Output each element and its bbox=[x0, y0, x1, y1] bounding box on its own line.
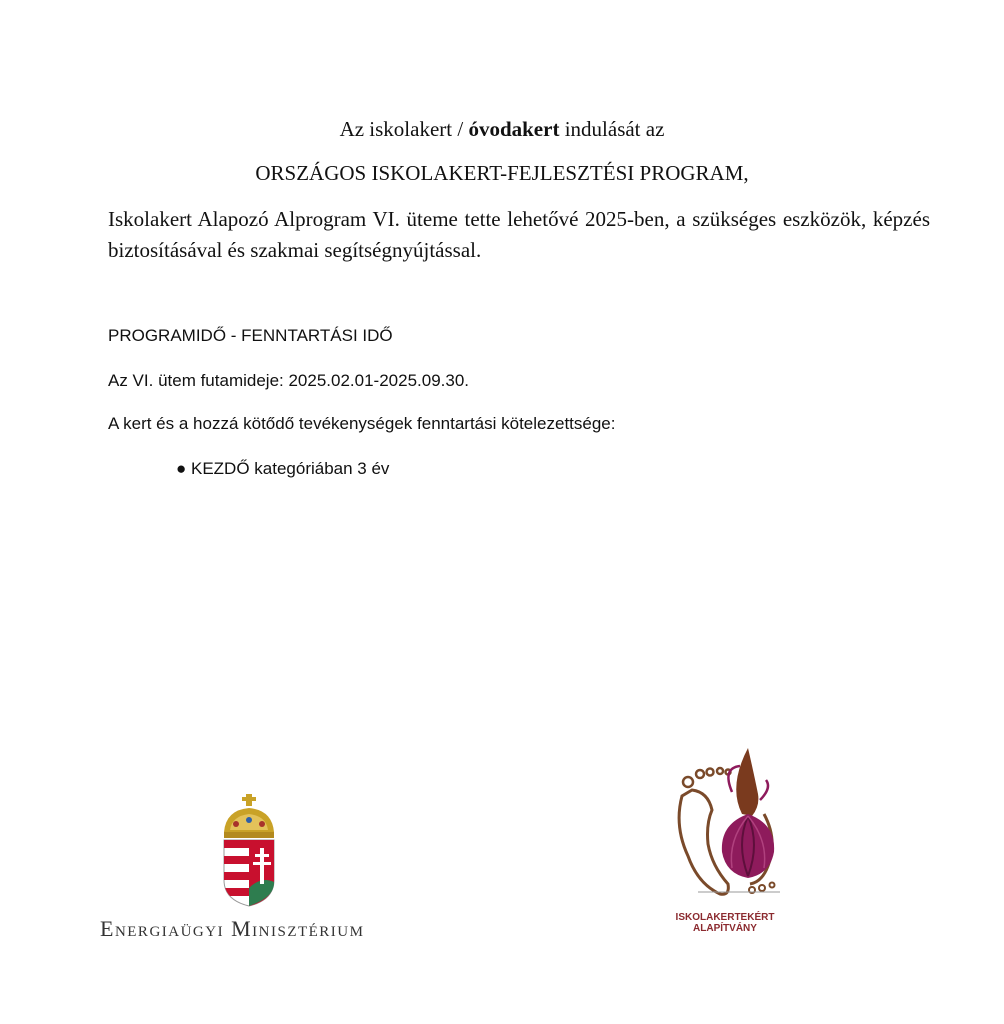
foundation-onion-logo-icon bbox=[668, 744, 788, 904]
program-bullet-item: ● KEZDŐ kategóriában 3 év bbox=[176, 459, 390, 478]
foundation-name bbox=[650, 912, 800, 934]
foundation-name-line-2: ALAPÍTVÁNY bbox=[693, 923, 757, 934]
hungarian-coat-of-arms-icon bbox=[216, 792, 282, 908]
program-runtime: Az VI. ütem futamideje: 2025.02.01-2025.09.30. bbox=[108, 371, 470, 390]
intro-text-after: indulását az bbox=[559, 117, 665, 141]
intro-line-1 bbox=[0, 116, 1004, 142]
intro-text-bold: óvodakert bbox=[468, 117, 560, 141]
program-heading: PROGRAMIDŐ - FENNTARTÁSI IDŐ bbox=[108, 326, 393, 345]
intro-paragraph: Iskolakert Alapozó Alprogram VI. üteme tette lehetővé 2025-ben, a szükséges eszközök, képzés biztosításával és szakmai segítségnyújtással. bbox=[108, 207, 930, 262]
program-title: ORSZÁGOS ISKOLAKERT-FEJLESZTÉSI PROGRAM, bbox=[255, 161, 749, 185]
intro-text-before: Az iskolakert / bbox=[339, 117, 469, 141]
program-obligation: A kert és a hozzá kötődő tevékenységek fenntartási kötelezettsége: bbox=[108, 414, 616, 433]
foundation-name-line-1: ISKOLAKERTEKÉRT bbox=[675, 912, 775, 923]
ministry-name: Energiaügyi Minisztérium bbox=[100, 916, 365, 941]
